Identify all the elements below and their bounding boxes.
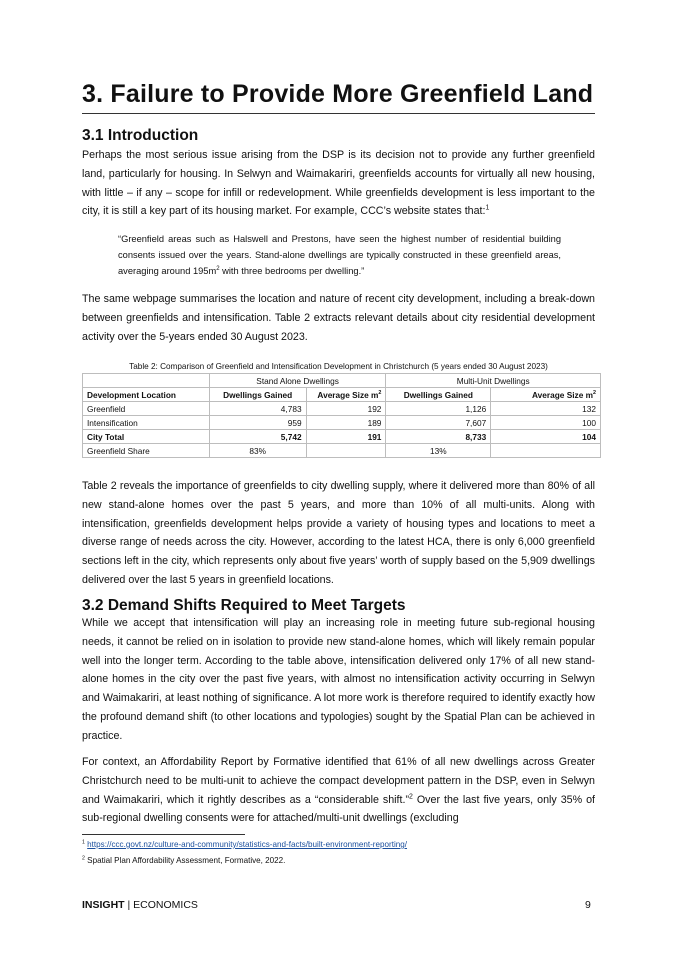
affordability-text-b: Over the last five years, only 35% of sub-regional dwelling consents were for attached/multi-unit dwellings (excluding [82, 793, 595, 825]
section-heading: 3. Failure to Provide More Greenfield Land [82, 80, 594, 108]
footnote-1-number: 1 [82, 839, 85, 846]
table-col-mu-size-label: Average Size m [531, 389, 593, 400]
subsection-title-demand-shifts: 3.2 Demand Shifts Required to Meet Targets [82, 597, 406, 614]
table-group-multi-unit: Multi-Unit Dwellings [386, 374, 601, 388]
table-cell-mu-gained: 1,126 [386, 402, 491, 416]
table-cell-sa-size [306, 444, 386, 458]
table-header-blank [83, 374, 210, 388]
footnote-ref-1[interactable]: 1 [485, 204, 490, 212]
table-cell-mu-size: 100 [491, 416, 601, 430]
table-cell-sa-gained: 4,783 [209, 402, 306, 416]
table-cell-sa-size: 192 [306, 402, 386, 416]
table-cell-location: City Total [83, 430, 210, 444]
footnote-2 [82, 856, 285, 865]
block-quote [118, 231, 561, 280]
table-column-header-row [83, 388, 601, 402]
subsection-title-introduction: 3.1 Introduction [82, 127, 199, 144]
page-number: 9 [585, 899, 591, 911]
quote-text-b: with three bedrooms per dwelling.” [219, 266, 365, 277]
intro-paragraph [82, 146, 595, 221]
table-col-mu-size [491, 388, 601, 402]
table-cell-sa-size: 189 [306, 416, 386, 430]
table-cell-mu-gained: 8,733 [386, 430, 491, 444]
table-group-header-row [83, 374, 601, 388]
table-col-sa-gained: Dwellings Gained [209, 388, 306, 402]
table-row-total [83, 430, 601, 444]
table-cell-sa-gained: 5,742 [209, 430, 306, 444]
table-cell-location: Greenfield [83, 402, 210, 416]
footer-brand [82, 899, 198, 911]
table-cell-mu-size: 132 [491, 402, 601, 416]
footer-brand-suffix: ECONOMICS [133, 899, 198, 911]
heading-underline [82, 113, 595, 114]
table-caption: Table 2: Comparison of Greenfield and Intensification Development in Christchurch (5 years ended 30 August 2023) [129, 362, 548, 371]
footer-brand-name: INSIGHT [82, 899, 125, 911]
table-cell-mu-size: 104 [491, 430, 601, 444]
footnote-ref-2[interactable]: 2 [409, 793, 413, 801]
footnote-1 [82, 840, 407, 849]
intro-paragraph-text: Perhaps the most serious issue arising from the DSP is its decision not to provide any further greenfield land, particularly for housing. In Selwyn and Waimakariri, greenfields accounts for virtually all new housing, with little – if any – scope for infill or redevelopment. While greenfields development is less important to the city, it is still a key part of its housing market. For example, CCC’s website states that: [82, 149, 595, 218]
table-col-mu-gained: Dwellings Gained [386, 388, 491, 402]
table-col-location: Development Location [83, 388, 210, 402]
development-comparison-table [82, 373, 601, 458]
table-cell-mu-size [491, 444, 601, 458]
table-cell-mu-gained: 13% [386, 444, 491, 458]
table-row [83, 402, 601, 416]
table-group-stand-alone: Stand Alone Dwellings [209, 374, 386, 388]
table-row-share [83, 444, 601, 458]
quote-superscript: 2 [216, 266, 220, 273]
footer-separator: | [124, 899, 134, 911]
footnote-2-text: Spatial Plan Affordability Assessment, Formative, 2022. [87, 856, 286, 865]
table-col-sa-size-label: Average Size m [317, 389, 379, 400]
table-cell-sa-gained: 959 [209, 416, 306, 430]
table-col-sa-size-sup: 2 [378, 389, 382, 396]
table-cell-mu-gained: 7,607 [386, 416, 491, 430]
demand-shift-paragraph: While we accept that intensification will play an increasing role in meeting future sub-regional housing needs, it cannot be relied on in isolation to provide new stand-alone homes, which will likely remain popular well into the longer term. According to the table above, intensification delivered only 17% of all new stand-alone homes in the city over the past five years, with almost no intensification activity occurring in Selwyn and Waimakariri, at least nothing of significance. A lot more work is therefore required to identify exactly how the profound demand shift (to other locations and typologies) sought by the Spatial Plan can be achieved in practice. [82, 617, 595, 742]
table-col-sa-size [306, 388, 386, 402]
table-discussion-paragraph: Table 2 reveals the importance of greenfields to city dwelling supply, where it delivered more than 80% of all new stand-alone homes over the past 5 years, and more than 10% of all multi-units. Along with intensification, greenfields development helps provide a variety of housing types and locations to meet a diverse range of needs across the city. However, according to the latest HCA, there is only 6,000 greenfield sections left in the city, which represents only about five years’ worth of supply based on the 5,909 dwellings delivered over the last 5 years in greenfield locations. [82, 480, 595, 586]
affordability-text-a: For context, an Affordability Report by Formative identified that 61% of all new dwellings across Greater Christchurch need to be multi-unit to achieve the compact development pattern in the DSP, even in Selwyn and Waimakariri, which it rightly describes as a “considerable shift.” [82, 756, 595, 806]
table-row [83, 416, 601, 430]
table-cell-sa-gained: 83% [209, 444, 306, 458]
table-cell-location: Intensification [83, 416, 210, 430]
table-col-mu-size-sup: 2 [593, 389, 596, 396]
webpage-summary-paragraph: The same webpage summarises the location and nature of recent city development, including a break-down between greenfields and intensification. Table 2 extracts relevant details about city residential development activity over the 5-years ended 30 August 2023. [82, 293, 595, 343]
footnote-1-link[interactable]: https://ccc.govt.nz/culture-and-community/statistics-and-facts/built-environment-reporting/ [87, 840, 408, 849]
footnote-divider [82, 834, 245, 835]
table-cell-sa-size: 191 [306, 430, 386, 444]
quote-text-a: “Greenfield areas such as Halswell and Prestons, have seen the highest number of residential building consents issued over the years. Stand-alone dwellings are typically constructed in these greenfield areas, averaging around 195m [118, 234, 561, 277]
affordability-paragraph [82, 753, 595, 828]
footnote-2-number: 2 [82, 855, 85, 862]
table-cell-location: Greenfield Share [83, 444, 210, 458]
